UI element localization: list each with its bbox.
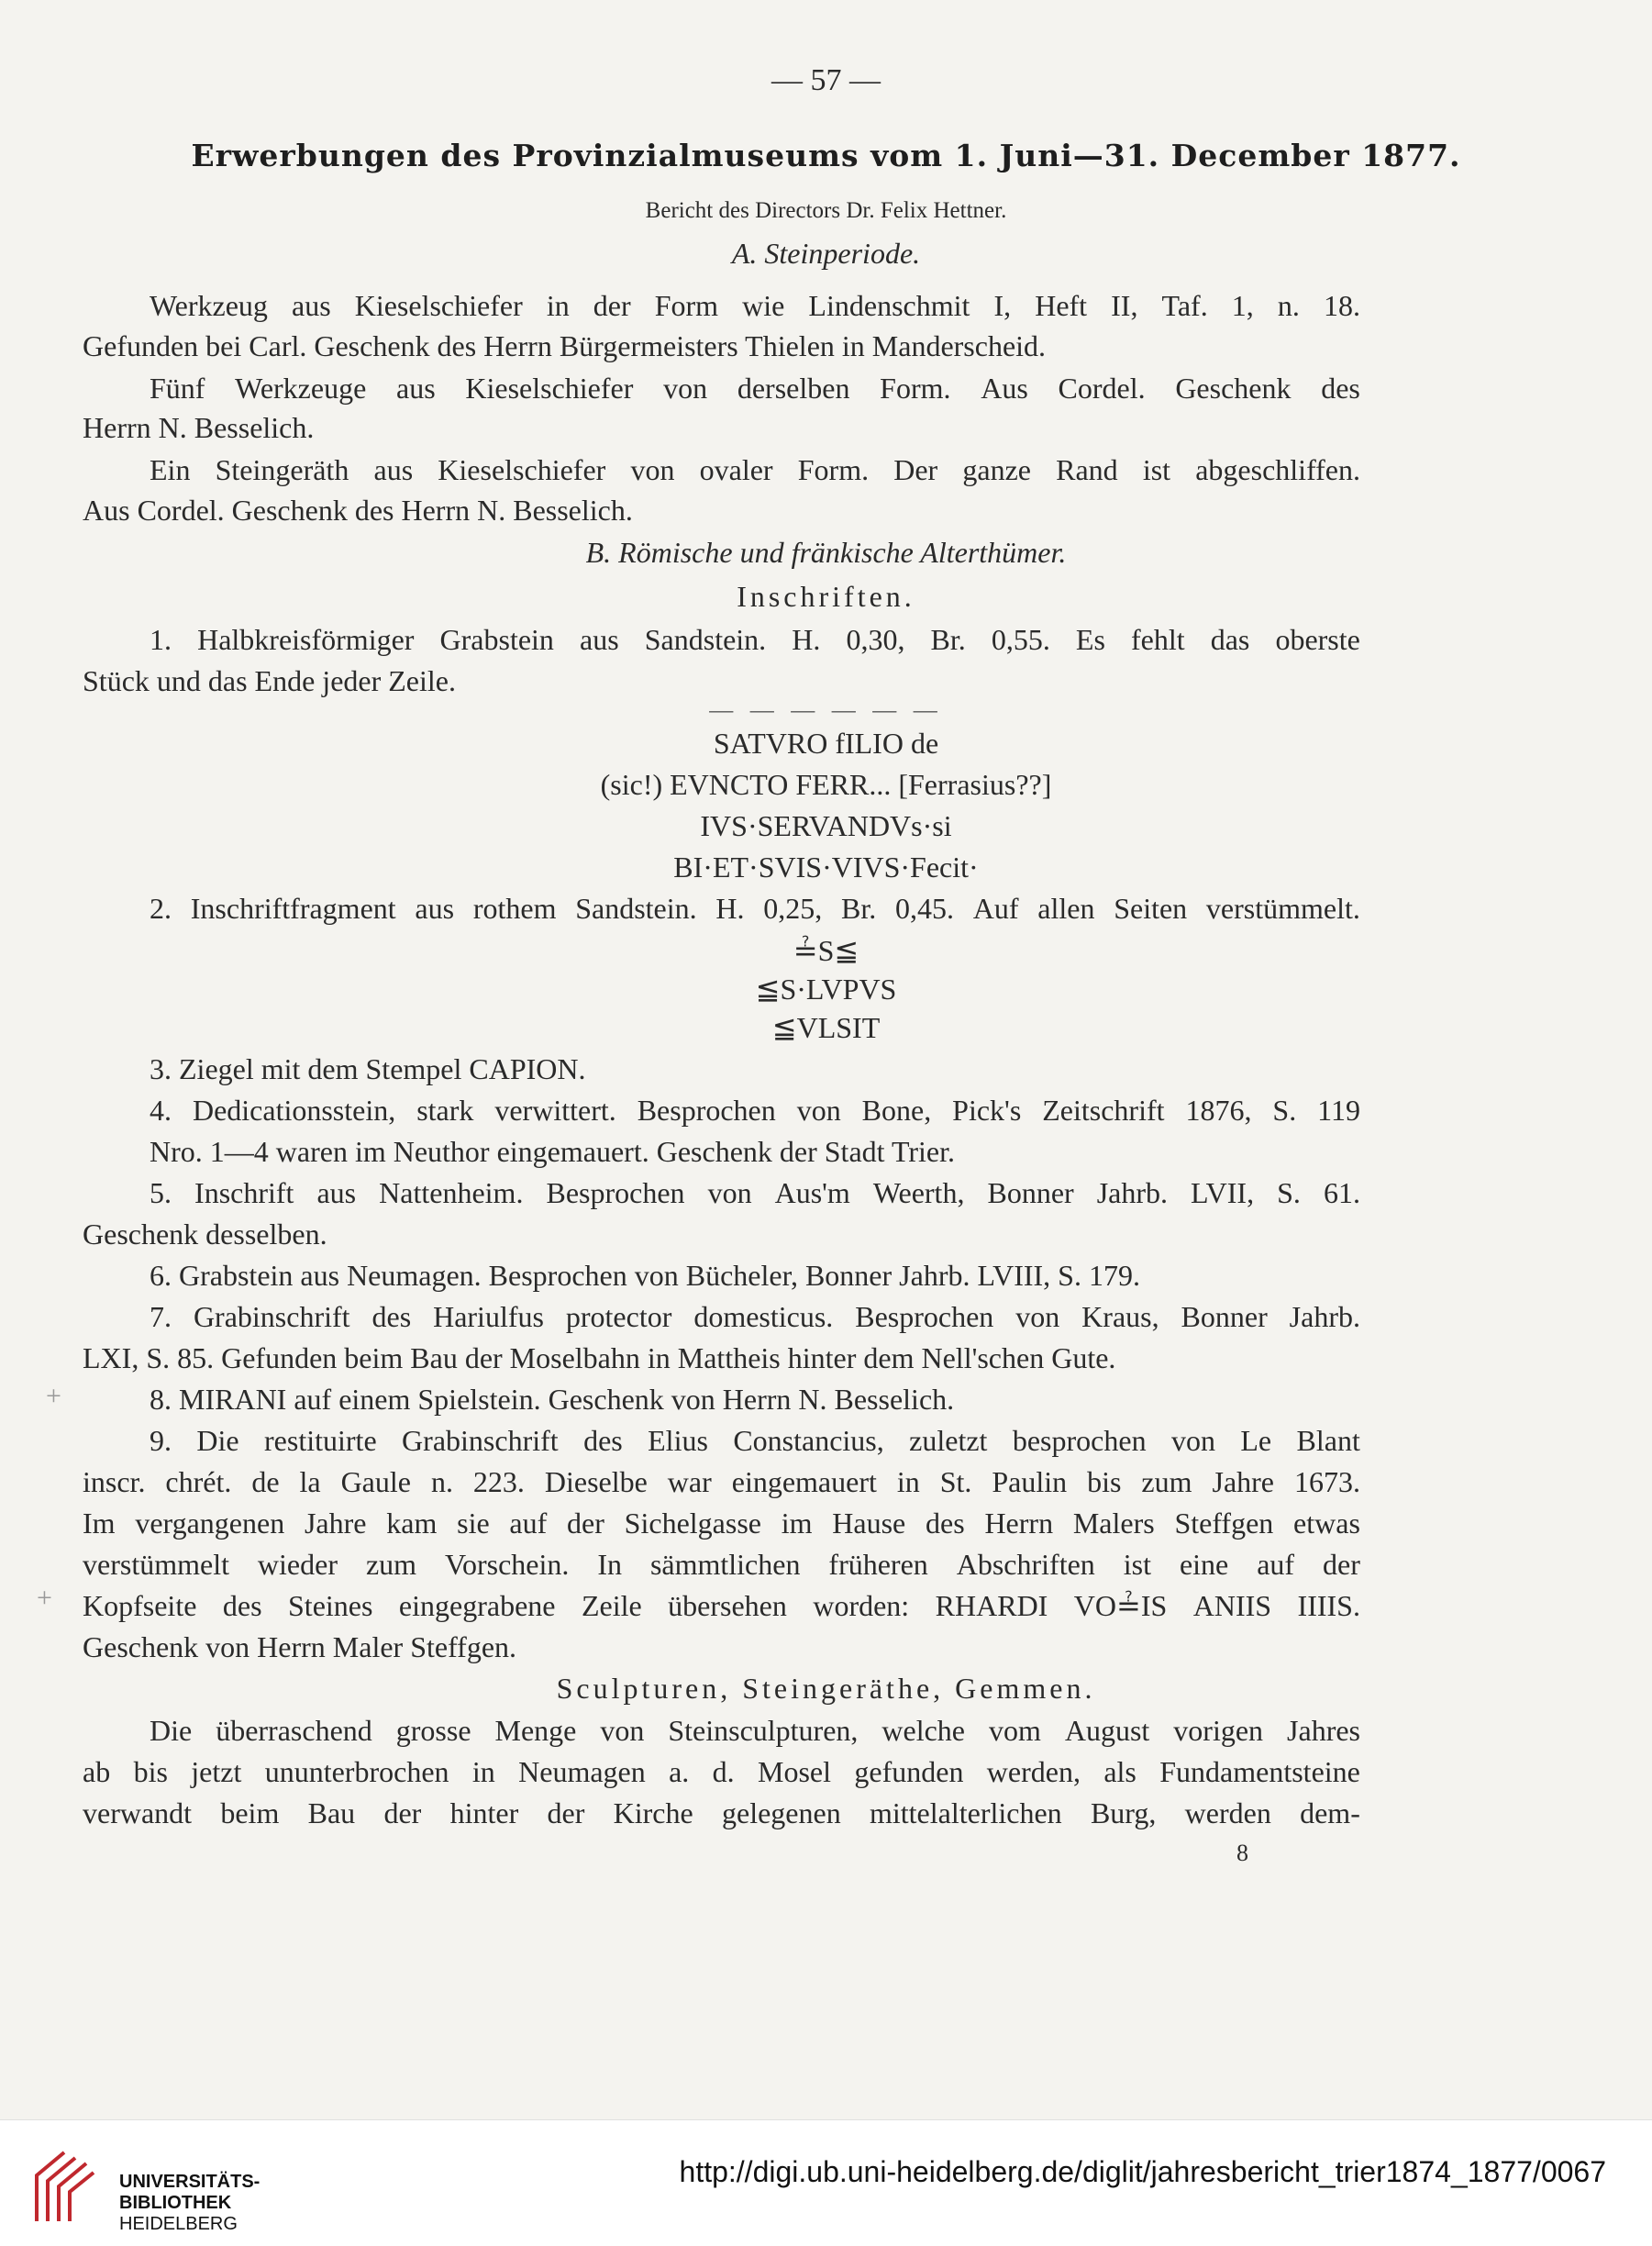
- word: dem-: [1300, 1796, 1360, 1829]
- subsection-heading: Inschriften.: [737, 580, 915, 613]
- word: ab: [83, 1755, 111, 1788]
- paragraph-line: Stück und das Ende jeder Zeile.: [83, 664, 456, 697]
- word: n.: [430, 1465, 453, 1498]
- word: S.: [1277, 1176, 1301, 1209]
- word: werden,: [986, 1755, 1081, 1788]
- word: Jahrb.: [1289, 1300, 1360, 1333]
- word: aus: [415, 892, 455, 925]
- word: Geschenk: [1175, 372, 1292, 405]
- word: Kopfseite: [83, 1589, 197, 1622]
- word: Neumagen: [518, 1755, 646, 1788]
- word: des: [222, 1589, 262, 1622]
- paragraph-line: [83, 1795, 1360, 1831]
- word: übersehen: [668, 1589, 787, 1622]
- word: Seiten: [1114, 892, 1188, 925]
- paragraph-line: [150, 1174, 1360, 1211]
- word: VO≟IS: [1073, 1589, 1168, 1622]
- word: worden:: [813, 1589, 910, 1622]
- word: 0,55.: [991, 623, 1050, 656]
- word: 18.: [1323, 289, 1360, 322]
- word: Menge: [494, 1714, 577, 1747]
- word: Hariulfus: [433, 1300, 544, 1333]
- word: 1876,: [1185, 1094, 1252, 1127]
- word: II,: [1111, 289, 1138, 322]
- word: kam: [386, 1507, 438, 1540]
- word: Inschriftfragment: [190, 892, 396, 925]
- word: Heft: [1035, 289, 1088, 322]
- word: de: [251, 1465, 280, 1498]
- word: zum: [365, 1548, 417, 1581]
- word: stark: [416, 1094, 474, 1127]
- word: verstümmelt.: [1205, 892, 1360, 925]
- word: werden: [1184, 1796, 1271, 1829]
- word: Abschriften: [956, 1548, 1095, 1581]
- word: Taf.: [1161, 289, 1208, 322]
- word: des: [926, 1507, 965, 1540]
- word: 4.: [150, 1094, 172, 1127]
- word: verwandt: [83, 1796, 193, 1829]
- word: Dieselbe: [544, 1465, 648, 1498]
- word: Blant: [1296, 1424, 1360, 1457]
- word: Pick's: [952, 1094, 1022, 1127]
- word: bis: [1087, 1465, 1122, 1498]
- word: von: [796, 1094, 841, 1127]
- word: Hause: [832, 1507, 906, 1540]
- word: Jahrb.: [1096, 1176, 1169, 1209]
- word: überraschend: [216, 1714, 372, 1747]
- word: Lindenschmit: [808, 289, 970, 322]
- word: Fundamentsteine: [1159, 1755, 1360, 1788]
- word: des: [371, 1300, 412, 1333]
- word: 1.: [150, 623, 172, 656]
- report-byline: Bericht des Directors Dr. Felix Hettner.: [645, 198, 1007, 223]
- word: 1673.: [1293, 1465, 1360, 1498]
- word: als: [1103, 1755, 1136, 1788]
- word: wieder: [257, 1548, 338, 1581]
- paragraph-line: Aus Cordel. Geschenk des Herrn N. Besselich.: [83, 494, 633, 527]
- inscription-line: ≟S≦: [793, 934, 859, 967]
- paragraph-line: [150, 1092, 1360, 1129]
- word: Besprochen: [855, 1300, 994, 1333]
- word: Cordel.: [1058, 372, 1146, 405]
- word: Dedicationsstein,: [192, 1094, 396, 1127]
- inscription-line: BI·ET·SVIS·VIVS·Fecit·: [673, 851, 979, 884]
- word: der: [567, 1507, 604, 1540]
- word: war: [667, 1465, 712, 1498]
- word: Steffgen: [1174, 1507, 1274, 1540]
- word: Ein: [150, 453, 191, 486]
- word: Sandstein.: [644, 623, 767, 656]
- word: Form: [654, 289, 719, 322]
- word: Gaule: [340, 1465, 411, 1498]
- paragraph-line: Nro. 1—4 waren im Neuthor eingemauert. Geschenk der Stadt Trier.: [150, 1135, 956, 1168]
- library-logo-icon: [28, 2139, 101, 2230]
- subsection-heading: Sculpturen, Steingeräthe, Gemmen.: [556, 1672, 1096, 1705]
- page-number: — 57 —: [771, 63, 881, 97]
- word: Constancius,: [733, 1424, 884, 1457]
- word: Kirche: [613, 1796, 693, 1829]
- word: Grabinschrift: [193, 1300, 350, 1333]
- word: zuletzt: [909, 1424, 988, 1457]
- word: n.: [1277, 289, 1300, 322]
- word: Mosel: [758, 1755, 832, 1788]
- section-a-heading: A. Steinperiode.: [731, 237, 921, 270]
- permalink-url[interactable]: http://digi.ub.uni-heidelberg.de/diglit/jahresbericht_trier1874_1877/0067: [679, 2155, 1606, 2188]
- word: Inschrift: [194, 1176, 294, 1209]
- word: Kieselschiefer: [354, 289, 523, 322]
- word: ANIIS: [1192, 1589, 1272, 1622]
- word: gelegenen: [721, 1796, 841, 1829]
- margin-mark: +: [37, 1583, 52, 1613]
- word: im: [781, 1507, 813, 1540]
- word: Besprochen: [546, 1176, 685, 1209]
- word: Es: [1075, 623, 1105, 656]
- word: fehlt: [1130, 623, 1185, 656]
- paragraph-line: Geschenk von Herrn Maler Steffgen.: [83, 1630, 517, 1663]
- word: In: [597, 1548, 622, 1581]
- paragraph-line: [83, 1546, 1360, 1583]
- word: der: [383, 1796, 422, 1829]
- word: Die: [196, 1424, 239, 1457]
- paragraph-line: [150, 621, 1360, 658]
- word: Halbkreisförmiger: [197, 623, 415, 656]
- word: Le: [1240, 1424, 1272, 1457]
- word: aus: [316, 1176, 357, 1209]
- word: Kieselschiefer: [465, 372, 634, 405]
- word: Grabstein: [439, 623, 554, 656]
- word: Jahre: [1212, 1465, 1274, 1498]
- word: Aus'm: [774, 1176, 850, 1209]
- word: des: [1321, 372, 1360, 405]
- paragraph-line: [150, 890, 1360, 927]
- word: verstümmelt: [83, 1548, 229, 1581]
- word: 223.: [472, 1465, 525, 1498]
- inscription-break-marks: — — — — — —: [709, 696, 943, 723]
- word: chrét.: [165, 1465, 232, 1498]
- word: wie: [742, 289, 785, 322]
- library-footer: [0, 2119, 1652, 2246]
- word: Jahres: [1287, 1714, 1360, 1747]
- word: Burg,: [1090, 1796, 1157, 1829]
- word: in: [546, 289, 570, 322]
- word: I,: [993, 289, 1012, 322]
- paragraph-line: [150, 451, 1360, 488]
- word: Zeitschrift: [1042, 1094, 1165, 1127]
- word: Herrn: [984, 1507, 1054, 1540]
- word: Im: [83, 1507, 116, 1540]
- word: Der: [893, 453, 938, 486]
- word: Br.: [841, 892, 877, 925]
- word: St.: [939, 1465, 972, 1498]
- word: S.: [1272, 1094, 1297, 1127]
- word: Bonner: [987, 1176, 1074, 1209]
- word: 2.: [150, 892, 172, 925]
- paragraph-line: Geschenk desselben.: [83, 1218, 327, 1251]
- word: 0,30,: [846, 623, 905, 656]
- word: Bone,: [861, 1094, 932, 1127]
- word: LVII,: [1191, 1176, 1255, 1209]
- word: inscr.: [83, 1465, 146, 1498]
- word: jetzt: [191, 1755, 242, 1788]
- word: eingegrabene: [398, 1589, 556, 1622]
- word: Malers: [1072, 1507, 1155, 1540]
- word: ist: [1123, 1548, 1151, 1581]
- word: auf: [1257, 1548, 1295, 1581]
- word: vergangenen: [135, 1507, 285, 1540]
- word: Steines: [288, 1589, 373, 1622]
- word: Steingeräth: [215, 453, 349, 486]
- word: Sandstein.: [575, 892, 697, 925]
- word: in: [896, 1465, 920, 1498]
- word: ist: [1142, 453, 1171, 486]
- word: 1,: [1231, 289, 1254, 322]
- paragraph-line: 3. Ziegel mit dem Stempel CAPION.: [150, 1052, 586, 1085]
- signature-mark: 8: [1236, 1840, 1248, 1866]
- word: das: [1210, 623, 1250, 656]
- word: Jahre: [304, 1507, 367, 1540]
- paragraph-line: [150, 370, 1360, 406]
- word: Auf: [972, 892, 1019, 925]
- word: H.: [715, 892, 745, 925]
- word: Aus: [981, 372, 1028, 405]
- word: aus: [373, 453, 414, 486]
- word: abgeschliffen.: [1195, 453, 1360, 486]
- word: Bau: [307, 1796, 356, 1829]
- word: Paulin: [992, 1465, 1068, 1498]
- paragraph-line: LXI, S. 85. Gefunden beim Bau der Moselbahn in Mattheis hinter dem Nell'schen Gute.: [83, 1341, 1116, 1374]
- section-b-heading: B. Römische und fränkische Alterthümer.: [585, 536, 1067, 569]
- word: der: [547, 1796, 585, 1829]
- word: der: [1323, 1548, 1360, 1581]
- word: Werkzeuge: [235, 372, 367, 405]
- word: domesticus.: [693, 1300, 834, 1333]
- word: derselben: [737, 372, 850, 405]
- word: Kieselschiefer: [438, 453, 606, 486]
- word: aus: [580, 623, 619, 656]
- word: RHARDI: [935, 1589, 1048, 1622]
- word: d.: [712, 1755, 735, 1788]
- paragraph-line: 8. MIRANI auf einem Spielstein. Geschenk von Herrn N. Besselich.: [150, 1383, 955, 1416]
- word: von: [600, 1714, 645, 1747]
- word: der: [593, 289, 631, 322]
- word: 9.: [150, 1424, 172, 1457]
- word: vorigen: [1173, 1714, 1264, 1747]
- paragraph-line: [150, 1298, 1360, 1335]
- word: von: [1170, 1424, 1215, 1457]
- word: 7.: [150, 1300, 172, 1333]
- paragraph-line: [150, 287, 1360, 324]
- word: ganze: [962, 453, 1031, 486]
- word: 61.: [1323, 1176, 1360, 1209]
- paragraph-line: [150, 1712, 1360, 1749]
- word: ovaler: [699, 453, 773, 486]
- word: H.: [792, 623, 821, 656]
- word: grosse: [395, 1714, 471, 1747]
- word: Nattenheim.: [379, 1176, 524, 1209]
- word: mittelalterlichen: [869, 1796, 1062, 1829]
- word: besprochen: [1012, 1424, 1147, 1457]
- page-title: Erwerbungen des Provinzialmuseums vom 1. Juni—31. December 1877.: [191, 138, 1461, 173]
- word: aus: [396, 372, 436, 405]
- word: 119: [1317, 1094, 1360, 1127]
- word: allen: [1037, 892, 1095, 925]
- inscription-line: IVS·SERVANDVs·si: [700, 809, 952, 842]
- paragraph-line: Gefunden bei Carl. Geschenk des Herrn Bürgermeisters Thielen in Manderscheid.: [83, 329, 1047, 362]
- word: eingemauert: [731, 1465, 877, 1498]
- inscription-line: (sic!) EVNCTO FERR... [Ferrasius??]: [600, 768, 1052, 801]
- word: Besprochen: [637, 1094, 776, 1127]
- word: vom: [988, 1714, 1041, 1747]
- word: Rand: [1056, 453, 1118, 486]
- margin-mark: +: [46, 1381, 61, 1411]
- word: hinter: [449, 1796, 519, 1829]
- word: von: [630, 453, 675, 486]
- word: Steinsculpturen,: [668, 1714, 859, 1747]
- word: Vorschein.: [444, 1548, 570, 1581]
- library-name: UNIVERSITÄTS- BIBLIOTHEK HEIDELBERG: [119, 2172, 261, 2234]
- word: Die: [150, 1714, 193, 1747]
- word: Form.: [797, 453, 870, 486]
- word: restituirte: [264, 1424, 377, 1457]
- word: welche: [881, 1714, 965, 1747]
- word: a.: [669, 1755, 690, 1788]
- word: Fünf: [150, 372, 205, 405]
- word: Weerth,: [872, 1176, 965, 1209]
- word: auf: [509, 1507, 548, 1540]
- word: des: [583, 1424, 623, 1457]
- word: etwas: [1293, 1507, 1360, 1540]
- word: früheren: [828, 1548, 928, 1581]
- inscription-line: ≦VLSIT: [771, 1011, 881, 1044]
- word: verwittert.: [494, 1094, 616, 1127]
- paragraph-line: [83, 1463, 1360, 1500]
- word: la: [299, 1465, 321, 1498]
- word: aus: [291, 289, 331, 322]
- word: zum: [1141, 1465, 1192, 1498]
- word: von: [1015, 1300, 1060, 1333]
- paragraph-line: [83, 1587, 1360, 1624]
- word: 5.: [150, 1176, 172, 1209]
- paragraph-line: 6. Grabstein aus Neumagen. Besprochen von Bücheler, Bonner Jahrb. LVIII, S. 179.: [150, 1259, 1140, 1292]
- word: sie: [457, 1507, 490, 1540]
- word: von: [707, 1176, 752, 1209]
- inscription-line: ≦S·LVPVS: [755, 973, 897, 1006]
- word: Sichelgasse: [624, 1507, 761, 1540]
- word: Werkzeug: [150, 289, 268, 322]
- word: Form.: [880, 372, 951, 405]
- word: 0,45.: [894, 892, 954, 925]
- word: Grabinschrift: [402, 1424, 559, 1457]
- word: beim: [220, 1796, 280, 1829]
- word: IIIIS.: [1297, 1589, 1360, 1622]
- word: Zeile: [581, 1589, 642, 1622]
- word: Elius: [648, 1424, 708, 1457]
- inscription-line: SATVRO fILIO de: [713, 727, 939, 760]
- word: bis: [133, 1755, 168, 1788]
- word: sämmtlichen: [649, 1548, 801, 1581]
- word: August: [1064, 1714, 1150, 1747]
- word: rothem: [472, 892, 557, 925]
- paragraph-line: [83, 1505, 1360, 1541]
- word: Bonner: [1181, 1300, 1268, 1333]
- word: 0,25,: [763, 892, 823, 925]
- word: von: [663, 372, 708, 405]
- word: Kraus,: [1081, 1300, 1159, 1333]
- paragraph-line: Herrn N. Besselich.: [83, 411, 315, 444]
- word: protector: [565, 1300, 672, 1333]
- word: in: [471, 1755, 495, 1788]
- word: eine: [1179, 1548, 1229, 1581]
- word: Br.: [930, 623, 966, 656]
- word: oberste: [1275, 623, 1360, 656]
- paragraph-line: [83, 1753, 1360, 1790]
- word: gefunden: [854, 1755, 964, 1788]
- paragraph-line: [150, 1422, 1360, 1459]
- word: ununterbrochen: [264, 1755, 449, 1788]
